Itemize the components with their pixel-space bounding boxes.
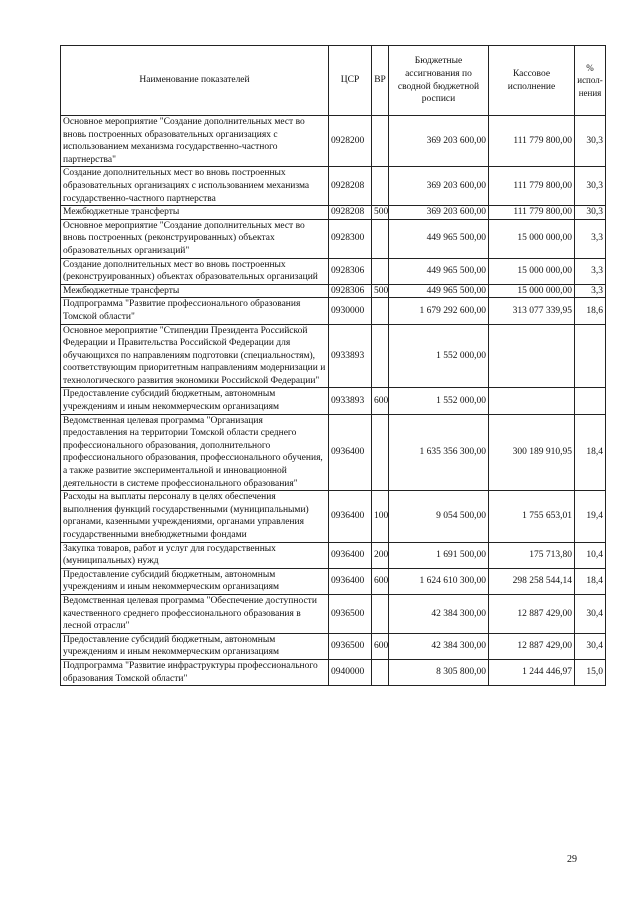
cell-budget: 1 552 000,00 <box>389 388 489 414</box>
header-csr: ЦСР <box>329 46 372 116</box>
cell-kassa <box>489 324 575 388</box>
cell-name: Создание дополнительных мест во вновь построенных (реконструированных) объектах образовательных организаций <box>61 258 329 284</box>
cell-name: Подпрограмма "Развитие профессионального образования Томской области" <box>61 298 329 324</box>
cell-budget: 1 624 610 300,00 <box>389 568 489 594</box>
cell-kassa: 1 244 446,97 <box>489 659 575 685</box>
cell-name: Основное мероприятие "Стипендии Президента Российской Федерации и Правительства Российской Федерации для обучающихся по направлениям подготовки (специальностям), соответствующим приоритетным направлениям модернизации и технологического развития экономики Российской Федерации" <box>61 324 329 388</box>
table-row <box>61 258 606 284</box>
cell-vr <box>372 414 389 491</box>
cell-vr <box>372 116 389 167</box>
table-header <box>61 46 606 116</box>
cell-csr: 0928306 <box>329 284 372 298</box>
cell-percent: 3,3 <box>575 284 606 298</box>
cell-percent: 30,3 <box>575 167 606 206</box>
cell-budget: 42 384 300,00 <box>389 594 489 633</box>
cell-percent: 30,4 <box>575 633 606 659</box>
cell-percent: 30,4 <box>575 594 606 633</box>
cell-name: Межбюджетные трансферты <box>61 284 329 298</box>
cell-budget: 9 054 500,00 <box>389 491 489 542</box>
cell-csr: 0928306 <box>329 258 372 284</box>
cell-csr: 0928208 <box>329 167 372 206</box>
header-name: Наименование показателей <box>61 46 329 116</box>
cell-percent <box>575 388 606 414</box>
cell-percent: 30,3 <box>575 116 606 167</box>
cell-vr <box>372 594 389 633</box>
cell-budget: 369 203 600,00 <box>389 167 489 206</box>
cell-csr: 0936400 <box>329 491 372 542</box>
cell-csr: 0936400 <box>329 414 372 491</box>
table-row <box>61 414 606 491</box>
table-row <box>61 206 606 220</box>
table-row <box>61 659 606 685</box>
cell-percent: 30,3 <box>575 206 606 220</box>
cell-budget: 369 203 600,00 <box>389 116 489 167</box>
cell-budget: 42 384 300,00 <box>389 633 489 659</box>
cell-kassa: 313 077 339,95 <box>489 298 575 324</box>
cell-name: Межбюджетные трансферты <box>61 206 329 220</box>
cell-percent: 18,4 <box>575 568 606 594</box>
cell-percent: 18,6 <box>575 298 606 324</box>
cell-name: Подпрограмма "Развитие инфраструктуры профессионального образования Томской области" <box>61 659 329 685</box>
cell-name: Предоставление субсидий бюджетным, автономным учреждениям и иным некоммерческим организациям <box>61 633 329 659</box>
cell-kassa: 298 258 544,14 <box>489 568 575 594</box>
cell-vr <box>372 219 389 258</box>
cell-vr <box>372 258 389 284</box>
cell-csr: 0928200 <box>329 116 372 167</box>
table-row <box>61 167 606 206</box>
cell-kassa: 15 000 000,00 <box>489 284 575 298</box>
cell-budget: 449 965 500,00 <box>389 219 489 258</box>
cell-name: Ведомственная целевая программа "Обеспечение доступности качественного среднего профессионального образования в лесной отрасли" <box>61 594 329 633</box>
budget-execution-table <box>60 45 606 686</box>
cell-kassa: 15 000 000,00 <box>489 219 575 258</box>
header-vr: ВР <box>372 46 389 116</box>
cell-vr: 500 <box>372 284 389 298</box>
cell-name: Закупка товаров, работ и услуг для государственных (муниципальных) нужд <box>61 542 329 568</box>
table-row <box>61 116 606 167</box>
cell-kassa: 111 779 800,00 <box>489 116 575 167</box>
page-number: 29 <box>567 854 577 865</box>
cell-csr: 0933893 <box>329 388 372 414</box>
cell-name: Предоставление субсидий бюджетным, автономным учреждениям и иным некоммерческим организациям <box>61 568 329 594</box>
cell-percent <box>575 324 606 388</box>
cell-vr: 200 <box>372 542 389 568</box>
header-percent: % испол-нения <box>575 46 606 116</box>
cell-budget: 1 552 000,00 <box>389 324 489 388</box>
cell-percent: 3,3 <box>575 219 606 258</box>
cell-vr <box>372 298 389 324</box>
table-row <box>61 284 606 298</box>
cell-csr: 0936400 <box>329 542 372 568</box>
cell-name: Предоставление субсидий бюджетным, автономным учреждениям и иным некоммерческим организациям <box>61 388 329 414</box>
cell-percent: 18,4 <box>575 414 606 491</box>
cell-name: Создание дополнительных мест во вновь построенных образовательных организациях с использованием механизма государственно-частного партнерства <box>61 167 329 206</box>
cell-csr: 0940000 <box>329 659 372 685</box>
cell-name: Основное мероприятие "Создание дополнительных мест во вновь построенных (реконструированных) объектах образовательных организаций" <box>61 219 329 258</box>
cell-name: Ведомственная целевая программа "Организация предоставления на территории Томской области среднего профессионального образования, дополнительного профессионального образования, профессионального обучения, а также развитие экспериментальной и инновационной деятельности в системе профессионального образования" <box>61 414 329 491</box>
cell-percent: 3,3 <box>575 258 606 284</box>
cell-kassa: 111 779 800,00 <box>489 167 575 206</box>
table-row <box>61 298 606 324</box>
cell-budget: 1 679 292 600,00 <box>389 298 489 324</box>
cell-kassa: 15 000 000,00 <box>489 258 575 284</box>
cell-kassa: 1 755 653,01 <box>489 491 575 542</box>
cell-percent: 15,0 <box>575 659 606 685</box>
table-row <box>61 633 606 659</box>
cell-vr <box>372 659 389 685</box>
cell-vr: 100 <box>372 491 389 542</box>
cell-kassa: 300 189 910,95 <box>489 414 575 491</box>
table-row <box>61 594 606 633</box>
cell-csr: 0936500 <box>329 633 372 659</box>
cell-kassa: 12 887 429,00 <box>489 633 575 659</box>
cell-csr: 0928208 <box>329 206 372 220</box>
cell-percent: 19,4 <box>575 491 606 542</box>
cell-vr <box>372 167 389 206</box>
header-budget: Бюджетные ассигнования по сводной бюджетной росписи <box>389 46 489 116</box>
table-row <box>61 491 606 542</box>
cell-csr: 0936400 <box>329 568 372 594</box>
table-row <box>61 388 606 414</box>
cell-vr: 600 <box>372 633 389 659</box>
cell-budget: 449 965 500,00 <box>389 258 489 284</box>
cell-percent: 10,4 <box>575 542 606 568</box>
cell-kassa: 111 779 800,00 <box>489 206 575 220</box>
table-row <box>61 568 606 594</box>
cell-csr: 0936500 <box>329 594 372 633</box>
table-row <box>61 324 606 388</box>
cell-csr: 0933893 <box>329 324 372 388</box>
cell-budget: 1 691 500,00 <box>389 542 489 568</box>
cell-csr: 0930000 <box>329 298 372 324</box>
cell-budget: 8 305 800,00 <box>389 659 489 685</box>
cell-kassa: 175 713,80 <box>489 542 575 568</box>
cell-name: Расходы на выплаты персоналу в целях обеспечения выполнения функций государственными (муниципальными) органами, казенными учреждениями, органами управления государственными внебюджетными фондами <box>61 491 329 542</box>
cell-budget: 369 203 600,00 <box>389 206 489 220</box>
cell-kassa <box>489 388 575 414</box>
cell-vr: 600 <box>372 568 389 594</box>
cell-budget: 449 965 500,00 <box>389 284 489 298</box>
table-body <box>61 116 606 686</box>
table-row <box>61 542 606 568</box>
cell-name: Основное мероприятие "Создание дополнительных мест во вновь построенных образовательных организациях с использованием механизма государственно-частного партнерства" <box>61 116 329 167</box>
cell-vr: 500 <box>372 206 389 220</box>
cell-budget: 1 635 356 300,00 <box>389 414 489 491</box>
cell-csr: 0928300 <box>329 219 372 258</box>
cell-vr <box>372 324 389 388</box>
table-row <box>61 219 606 258</box>
cell-kassa: 12 887 429,00 <box>489 594 575 633</box>
header-kassa: Кассовое исполнение <box>489 46 575 116</box>
cell-vr: 600 <box>372 388 389 414</box>
